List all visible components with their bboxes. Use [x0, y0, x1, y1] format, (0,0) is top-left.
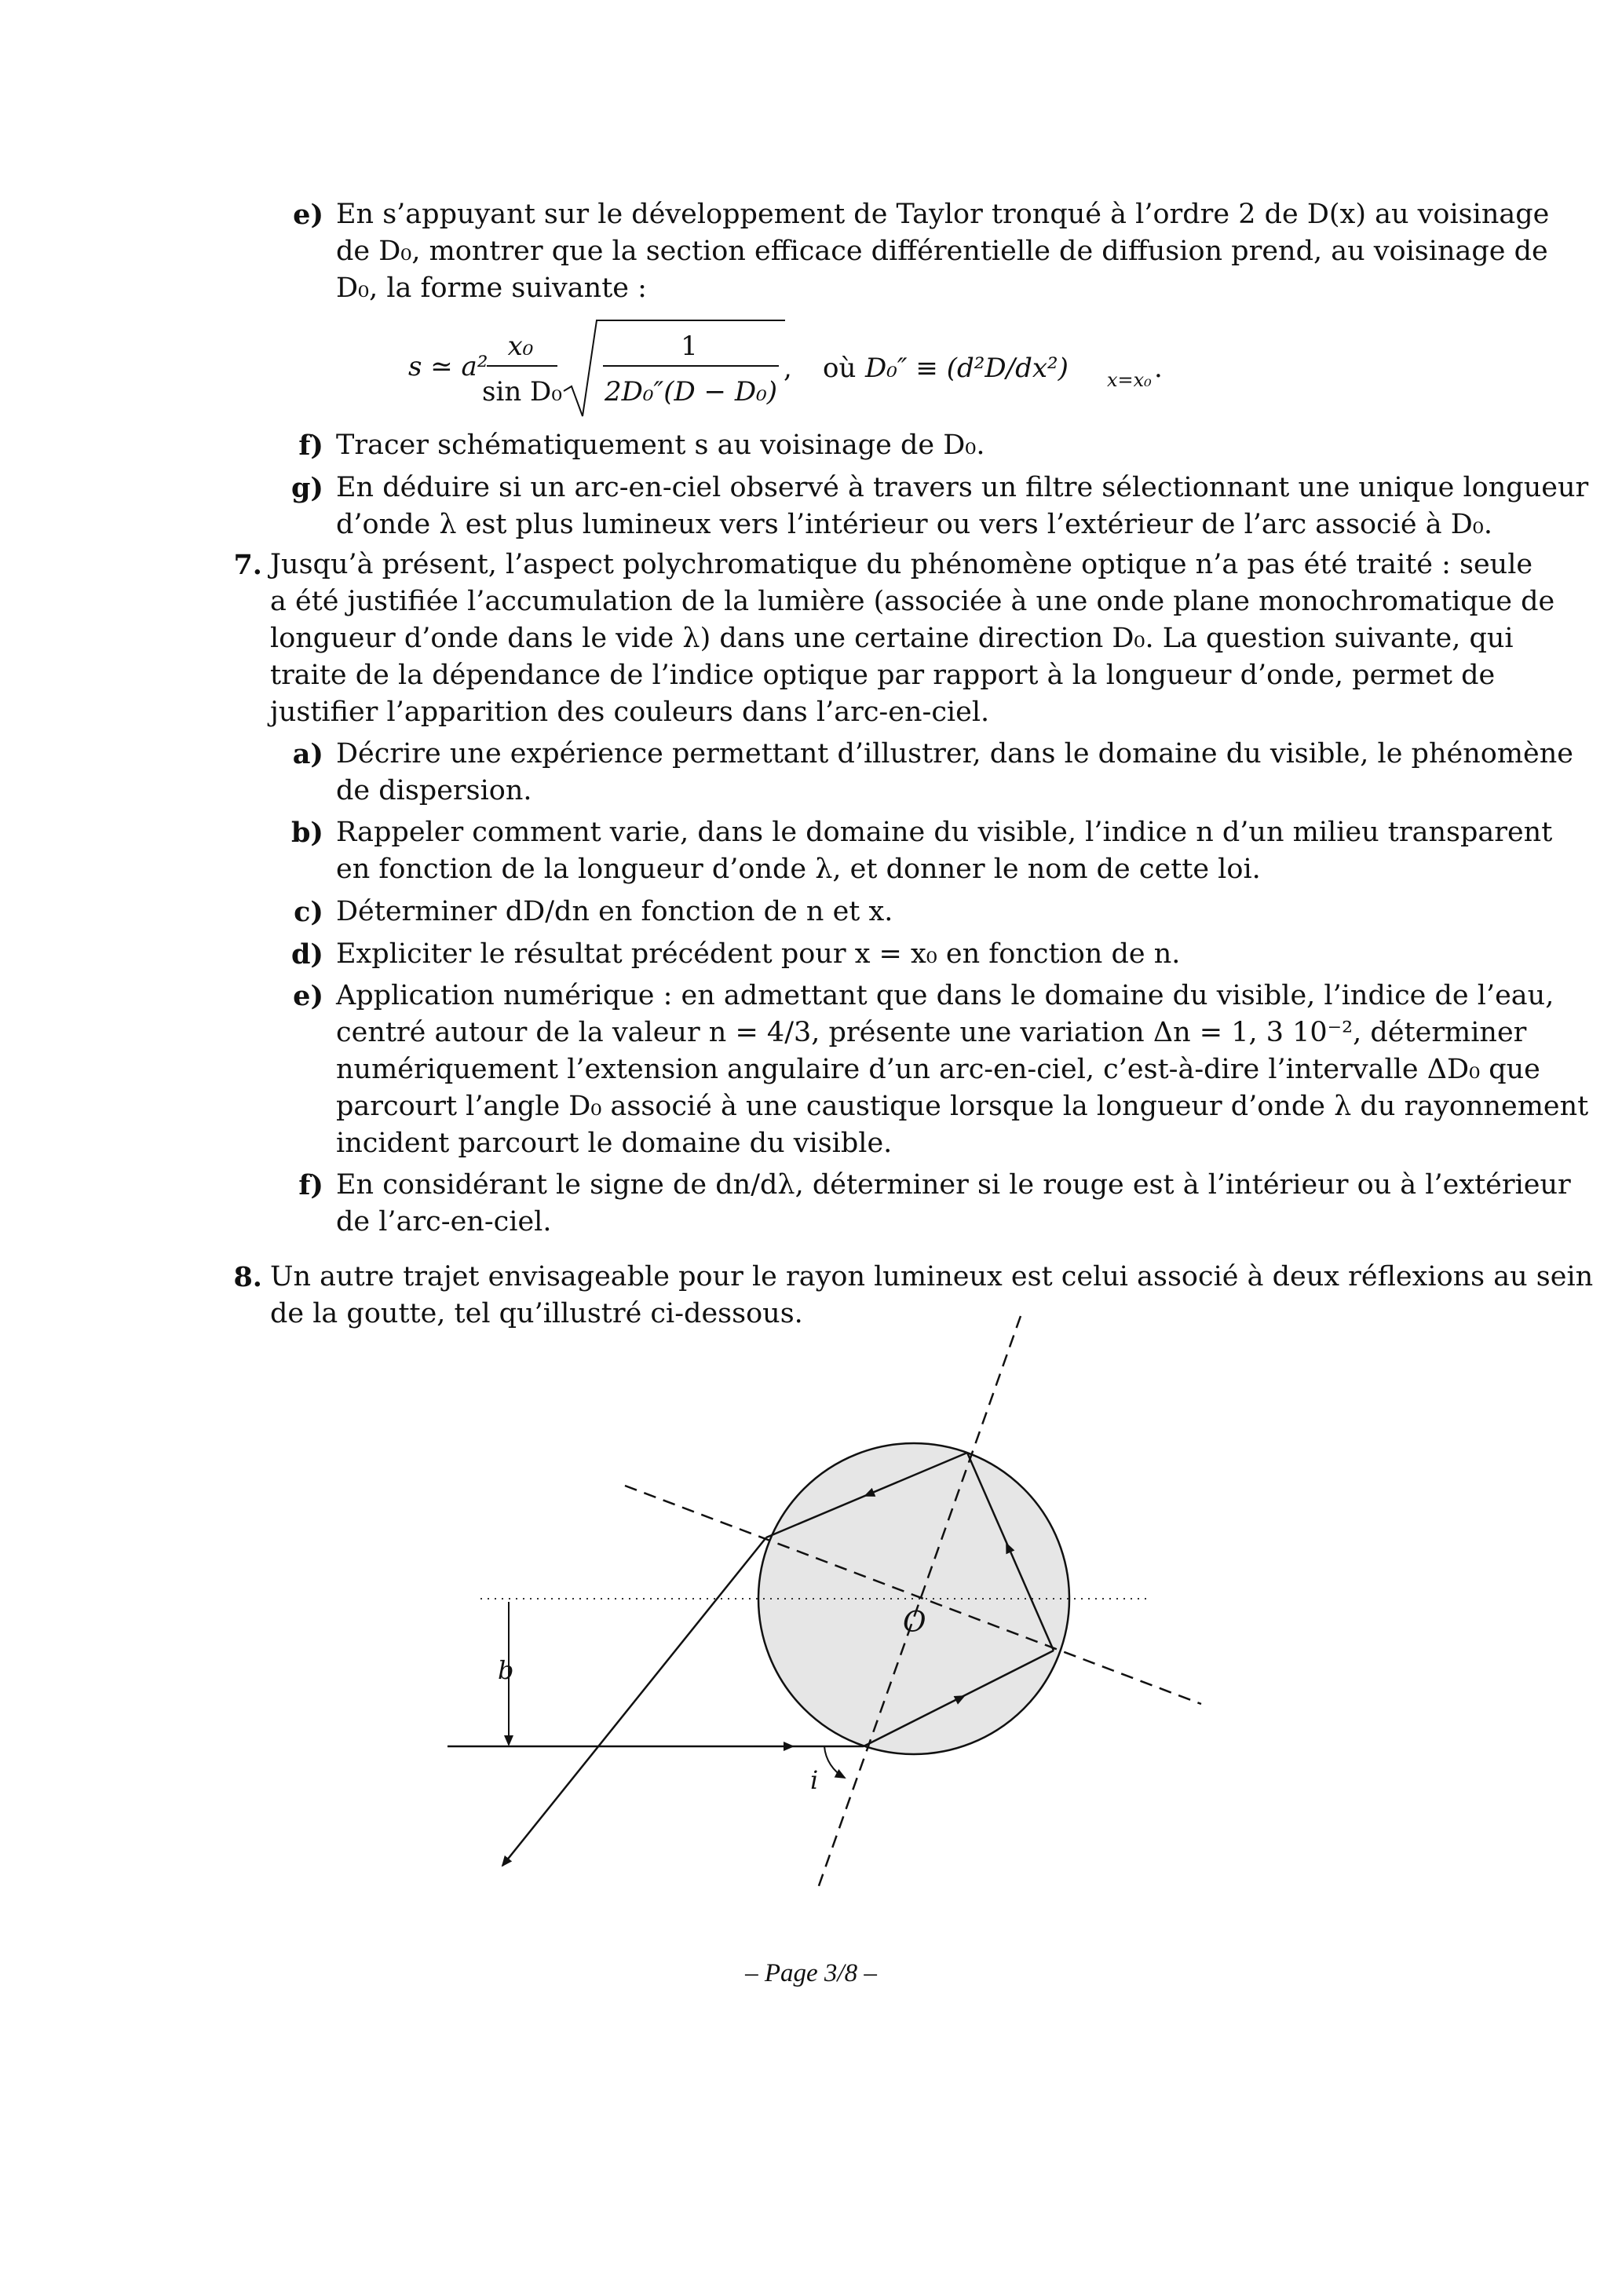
- droplet-circle: [758, 1443, 1069, 1754]
- q7e-line-3: numériquement l’extension angulaire d’un arc-en-ciel, c’est-à-dire l’intervalle ΔD₀ que: [336, 1054, 1540, 1085]
- label-b: b: [498, 1655, 514, 1685]
- q7a-line-2: de dispersion.: [336, 775, 532, 806]
- formula-sqrt-num: 1: [681, 331, 698, 362]
- q7a-line-1: Décrire une expérience permettant d’illustrer, dans le domaine du visible, le phénomène: [336, 738, 1573, 770]
- formula-lhs: s ≃ a²: [408, 351, 488, 382]
- q8-line-2: de la goutte, tel qu’illustré ci-dessous.: [270, 1298, 803, 1329]
- emergent-ray: [502, 1537, 766, 1866]
- formula-def: D₀″ ≡ (d²D/dx²): [865, 353, 1069, 384]
- q7b-line-1: Rappeler comment varie, dans le domaine du visible, l’indice n d’un milieu transparent: [336, 817, 1553, 848]
- formula-frac-num: x₀: [507, 331, 534, 362]
- q7-line-5: justifier l’apparition des couleurs dans l’arc-en-ciel.: [270, 696, 990, 728]
- q7c-label: c): [294, 896, 323, 928]
- formula-where: où: [823, 353, 857, 384]
- q6g-line-2: d’onde λ est plus lumineux vers l’intérieur ou vers l’extérieur de l’arc associé à D₀.: [336, 509, 1492, 540]
- q7e-label: e): [293, 980, 323, 1012]
- q7b-line-2: en fonction de la longueur d’onde λ, et donner le nom de cette loi.: [336, 854, 1261, 885]
- q7-line-3: longueur d’onde dans le vide λ) dans une certaine direction D₀. La question suivante, qui: [270, 623, 1514, 654]
- q7f-label: f): [298, 1169, 323, 1201]
- q7e-line-1: Application numérique : en admettant que dans le domaine du visible, l’indice de l’eau,: [336, 980, 1554, 1011]
- label-O: O: [903, 1607, 926, 1639]
- q7d-label: d): [290, 938, 323, 971]
- q7-line-4: traite de la dépendance de l’indice optique par rapport à la longueur d’onde, permet de: [270, 660, 1496, 691]
- q7c-line-1: Déterminer dD/dn en fonction de n et x.: [336, 896, 893, 927]
- formula-frac-den: sin D₀: [482, 376, 562, 408]
- q8-label: 8.: [233, 1261, 262, 1293]
- q7-line-2: a été justifiée l’accumulation de la lumière (associée à une onde plane monochromatique de: [270, 586, 1555, 617]
- q7e-line-5: incident parcourt le domaine du visible.: [336, 1128, 893, 1159]
- q7e-line-2: centré autour de la valeur n = 4/3, présente une variation Δn = 1, 3 10⁻², déterminer: [336, 1017, 1527, 1048]
- q6g-line-1: En déduire si un arc-en-ciel observé à travers un filtre sélectionnant une unique longueur: [336, 472, 1589, 503]
- label-i: i: [810, 1765, 819, 1795]
- q7e-line-4: parcourt l’angle D₀ associé à une caustique lorsque la longueur d’onde λ du rayonnement: [336, 1091, 1589, 1122]
- angle-i-arc: [824, 1746, 845, 1778]
- q7-label: 7.: [233, 549, 262, 581]
- q7f-line-1: En considérant le signe de dn/dλ, déterminer si le rouge est à l’intérieur ou à l’extérieur: [336, 1169, 1571, 1201]
- q6f-line-1: Tracer schématiquement s au voisinage de D₀.: [336, 430, 985, 461]
- q7f-line-2: de l’arc-en-ciel.: [336, 1206, 552, 1238]
- formula-sqrt-den: 2D₀″(D − D₀): [604, 376, 778, 408]
- page-footer: – Page 3/8 –: [745, 1959, 877, 1987]
- q8-line-1: Un autre trajet envisageable pour le rayon lumineux est celui associé à deux réflexions au sein: [270, 1261, 1594, 1292]
- q7b-label: b): [290, 817, 323, 849]
- formula-def-sub: x=x₀: [1107, 369, 1152, 391]
- q6e-label: e): [293, 199, 323, 231]
- cross-section-formula: [408, 314, 1272, 424]
- svg-text:.: .: [1154, 353, 1163, 384]
- q7a-label: a): [292, 738, 323, 770]
- q6e-line-2: de D₀, montrer que la section efficace différentielle de diffusion prend, au voisinage de: [336, 236, 1548, 267]
- droplet-ray-diagram: [440, 1303, 1225, 1916]
- q7-line-1: Jusqu’à présent, l’aspect polychromatique du phénomène optique n’a pas été traité : seule: [270, 549, 1533, 580]
- q6e-line-1: En s’appuyant sur le développement de Taylor tronqué à l’ordre 2 de D(x) au voisinage: [336, 199, 1550, 230]
- q6g-label: g): [290, 472, 323, 504]
- svg-text:,: ,: [784, 353, 792, 384]
- q6f-label: f): [298, 430, 323, 462]
- q7d-line-1: Expliciter le résultat précédent pour x = x₀ en fonction de n.: [336, 938, 1181, 970]
- q6e-line-3: D₀, la forme suivante :: [336, 272, 647, 304]
